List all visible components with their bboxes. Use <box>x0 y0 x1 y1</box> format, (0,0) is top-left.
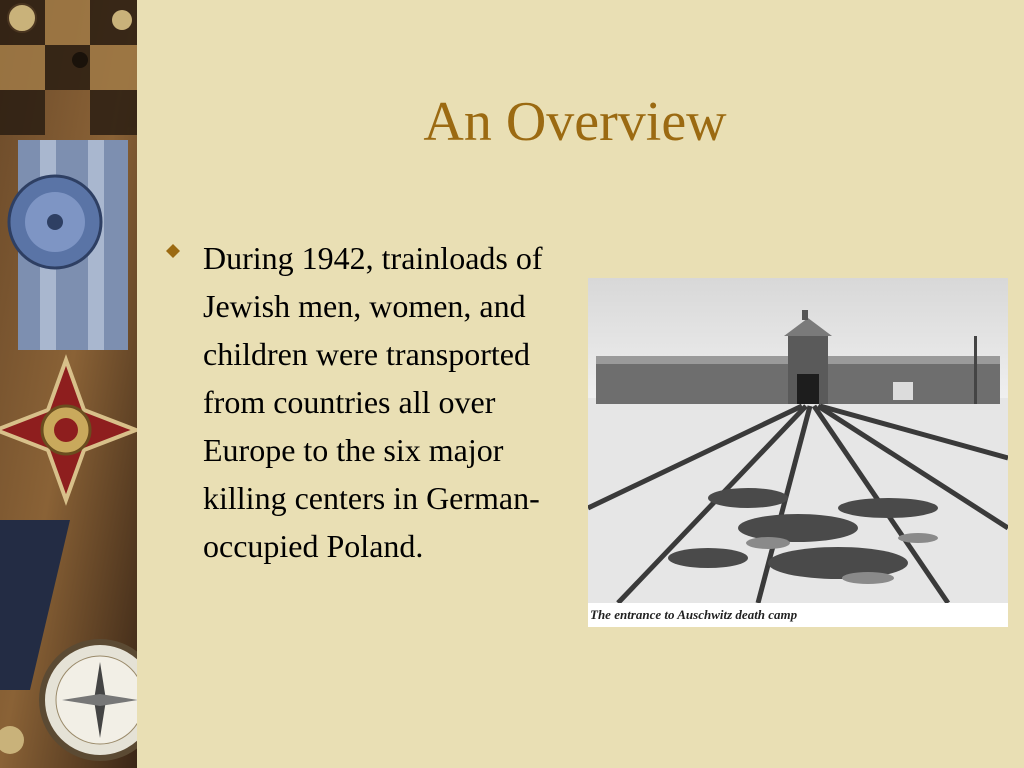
bullet-text: During 1942, trainloads of Jewish men, women, and children were transported from countries all over Europe to the six major killing centers in German-occupied Poland. <box>203 240 543 564</box>
decorative-medals-strip <box>0 0 137 768</box>
auschwitz-photo <box>588 278 1008 627</box>
medals-collage-image <box>0 0 137 768</box>
diamond-bullet-icon <box>166 244 180 258</box>
photo-caption: The entrance to Auschwitz death camp <box>590 607 798 622</box>
slide-title: An Overview <box>423 91 727 153</box>
auschwitz-entrance-image <box>588 278 1008 627</box>
